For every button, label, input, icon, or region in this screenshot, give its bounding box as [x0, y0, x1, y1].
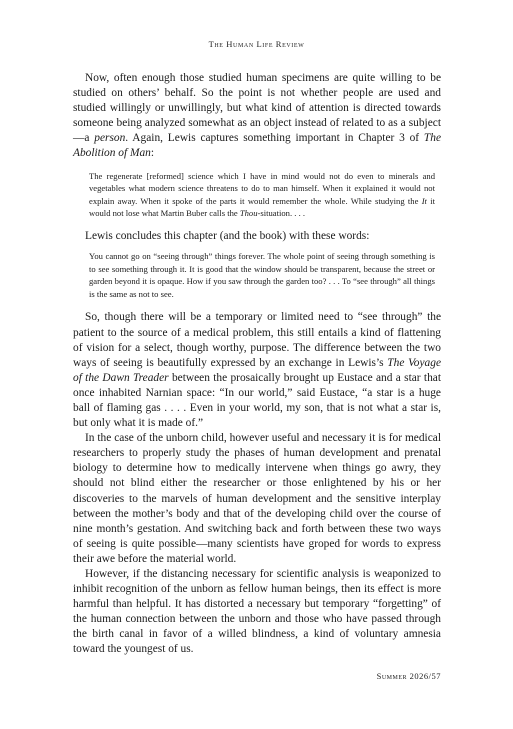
paragraph-3	[73, 310, 441, 431]
block-quote-2: You cannot go on “seeing through” things forever. The whole point of seeing through something is to see something through it. It is good that the window should be transparent, because the street or garden beyond it is opaque. How if you saw through the garden too? . . . To “see through” all things is the same as not to see.	[89, 251, 435, 299]
paragraph-4: In the case of the unborn child, however useful and necessary it is for medical researchers to properly study the phases of human development and prenatal biology to determine how to medically intervene when things go awry, they should not blind either the researcher or those enlightened by his or her discoveries to the marvels of human development and the sensitive interplay between the mother’s body and that of the developing child over the course of nine month’s gestation. And switching back and forth between these two ways of seeing is quite possible—many scientists have groped for words to express their awe before the material world.	[73, 432, 441, 565]
book-title: The Abolition of Man	[73, 132, 442, 160]
block-quote-1	[89, 170, 435, 220]
emphasis-thou: Thou	[239, 208, 258, 219]
emphasis-person: person	[94, 132, 126, 145]
paragraph-text: Now, often enough those studied human specimens are quite willing to be studied on others’ behalf. So the point is not whether people are used and studied willingly or unwillingly, but what kind of attention is directed towards someone being analyzed somewhat as an object instead of related to as a subject—a	[73, 72, 441, 145]
paragraph-text: . Again, Lewis captures something important in Chapter 3 of	[125, 132, 424, 145]
paragraph-text: between the prosaically brought up Eustace and a star that once inhabited Narnian space: “In our world,” said Eustace, “a star is a huge ball of flaming gas . . . . Even in your world, my son, that is not what a star is, but only what it is made of.”	[73, 371, 441, 430]
paragraph-2: Lewis concludes this chapter (and the book) with these words:	[85, 229, 370, 242]
page-folio: Summer 2026/57	[376, 671, 441, 681]
paragraph-5: However, if the distancing necessary for scientific analysis is weaponized to inhibit recognition of the unborn as fellow human beings, then its effect is more harmful than helpful. It has distorted a necessary but temporary “forgetting” of the human connection between the unborn and those who have passed through the birth canal in favor of a willed blindness, a kind of voluntary amnesia toward the youngest of us.	[73, 568, 441, 656]
emphasis-it: It	[421, 195, 427, 206]
quote-text: it would not lose what Martin Buber calls the	[89, 195, 435, 219]
quote-text: -situation. . . .	[257, 208, 306, 219]
article-body	[73, 71, 441, 658]
running-header: The Human Life Review	[208, 39, 305, 49]
paragraph-1	[73, 71, 441, 162]
paragraph-text: So, though there will be a temporary or limited need to “see through” the patient to the source of a medical problem, this still entails a kind of flattening of vision for a select, though worthy, purpose. The difference between the two ways of seeing is beautifully expressed by an exchange in Lewis’s	[73, 311, 441, 369]
quote-text: The regenerate [reformed] science which I have in mind would not do even to minerals and vegetables what modern science threatens to do to man himself. When it explained it would not explain away. When it spoke of the parts it would remember the whole. While studying the	[89, 170, 435, 206]
paragraph-text: :	[150, 147, 155, 160]
book-title: The Voyage of the Dawn Treader	[73, 356, 442, 384]
